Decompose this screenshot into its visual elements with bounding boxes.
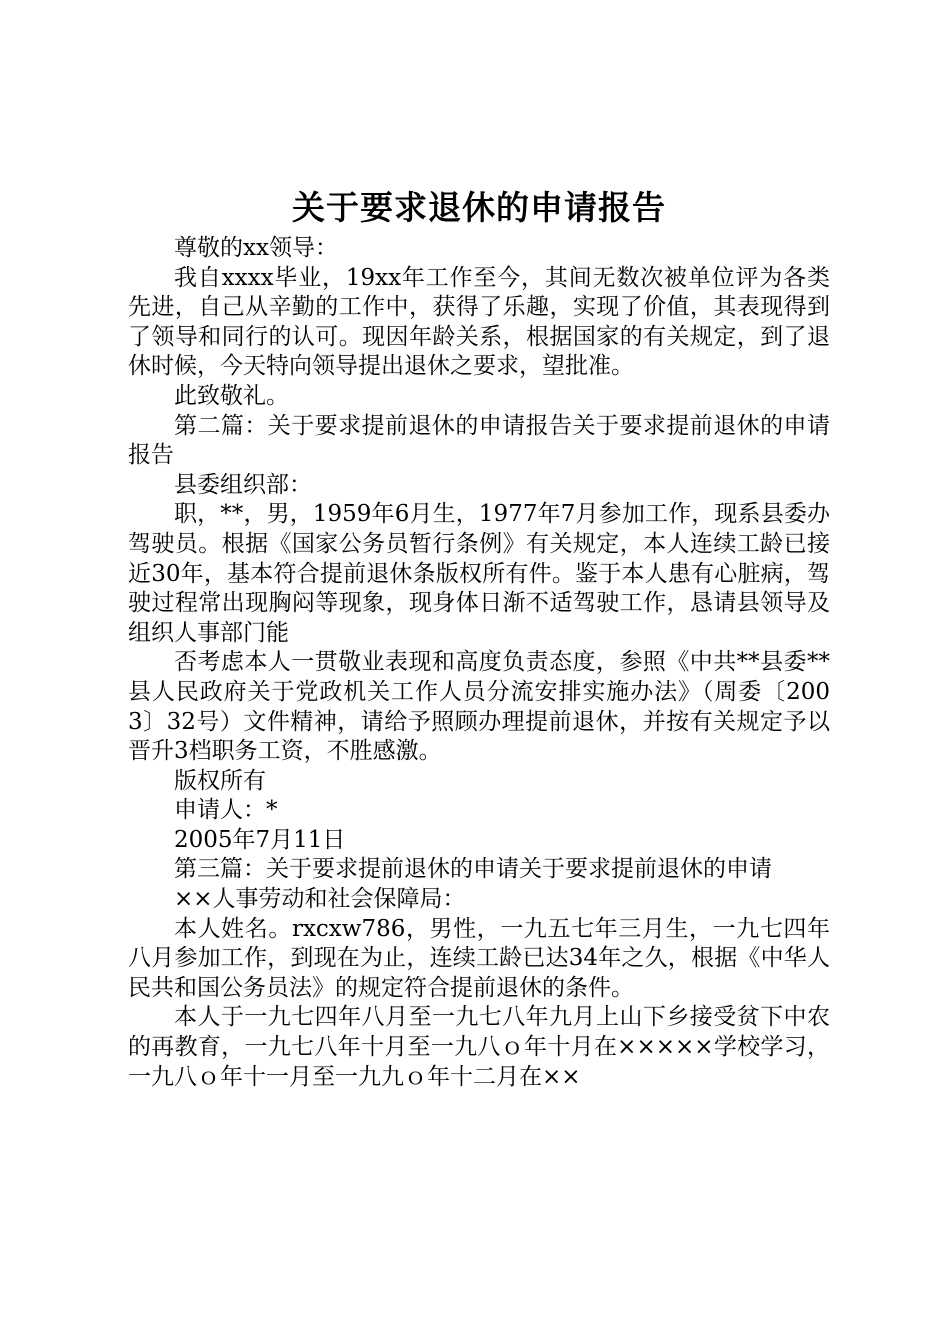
salutation: ××人事劳动和社会保障局：	[174, 886, 466, 913]
applicant-line: 申请人：*	[174, 797, 278, 824]
body-paragraph: 我自xxxx毕业，19xx年工作至今，其间无数次被单位评为各类先进，自己从辛勤的工作中，获得了乐趣，实现了价值，其表现得到了领导和同行的认可。现因年龄关系，根据国家的有关规定，到了退休时候，今天特向领导提出退休之要求，望批准。	[128, 264, 830, 380]
copyright-note: 版权所有	[174, 767, 266, 794]
section-heading-2: 第二篇：关于要求提前退休的申请报告关于要求提前退休的申请报告	[128, 412, 830, 469]
body-paragraph: 本人姓名。rxcxw786，男性，一九五七年三月生，一九七四年八月参加工作，到现在为止，连续工龄已达34年之久，根据《中华人民共和国公务员法》的规定符合提前退休的条件。	[128, 915, 830, 1001]
body-paragraph: 本人于一九七四年八月至一九七八年九月上山下乡接受贫下中农的再教育，一九七八年十月至一九八ｏ年十月在×××××学校学习，一九八ｏ年十一月至一九九ｏ年十二月在××	[128, 1004, 830, 1090]
body-paragraph: 职，**，男，1959年6月生，1977年7月参加工作，现系县委办驾驶员。根据《国家公务员暂行条例》有关规定，本人连续工龄已接近30年，基本符合提前退休条版权所有件。鉴于本人患有心脏病，驾驶过程常出现胸闷等现象，现身体日渐不适驾驶工作，恳请县领导及组织人事部门能	[128, 501, 830, 646]
body-paragraph: 否考虑本人一贯敬业表现和高度负责态度，参照《中共**县委**县人民政府关于党政机关工作人员分流安排实施办法》（周委〔2003〕32号）文件精神，请给予照顾办理提前退休，并按有关规定予以晋升3档职务工资，不胜感激。	[128, 649, 830, 765]
salutation: 县委组织部：	[174, 471, 312, 498]
document-page	[128, 186, 830, 1092]
section-heading-3: 第三篇：关于要求提前退休的申请关于要求提前退休的申请	[174, 856, 772, 883]
closing: 此致敬礼。	[174, 382, 289, 409]
document-title: 关于要求退休的申请报告	[292, 188, 666, 227]
salutation: 尊敬的xx领导：	[174, 235, 338, 261]
date-line: 2005年7月11日	[174, 826, 346, 853]
